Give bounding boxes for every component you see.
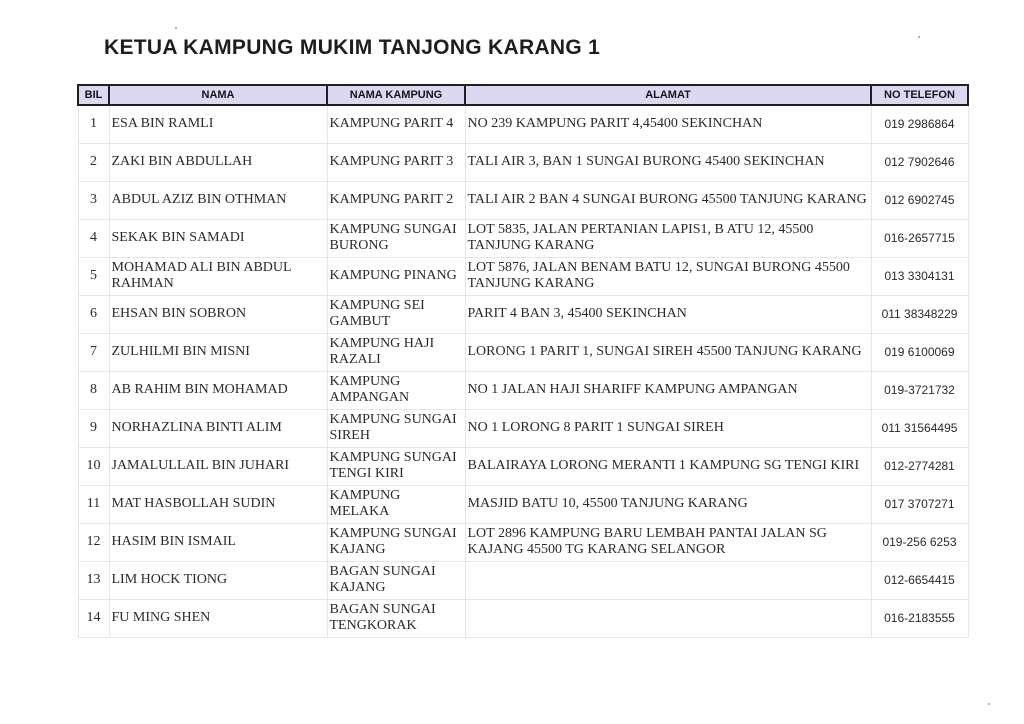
cell-no-telefon: 012-2774281	[871, 447, 968, 485]
cell-no-telefon: 012 6902745	[871, 181, 968, 219]
cell-bil: 1	[78, 105, 109, 143]
cell-nama-kampung: KAMPUNG MELAKA	[327, 485, 465, 523]
cell-alamat: PARIT 4 BAN 3, 45400 SEKINCHAN	[465, 295, 871, 333]
table-row	[78, 181, 968, 219]
page-title: KETUA KAMPUNG MUKIM TANJONG KARANG 1	[104, 36, 601, 59]
cell-no-telefon: 011 38348229	[871, 295, 968, 333]
cell-bil: 13	[78, 561, 109, 599]
cell-nama-kampung: KAMPUNG PINANG	[327, 257, 465, 295]
ketua-kampung-table	[77, 84, 969, 638]
cell-no-telefon: 013 3304131	[871, 257, 968, 295]
cell-alamat: LOT 5835, JALAN PERTANIAN LAPIS1, B ATU 12, 45500 TANJUNG KARANG	[465, 219, 871, 257]
table-body	[78, 105, 968, 637]
cell-bil: 4	[78, 219, 109, 257]
scan-speck	[918, 36, 920, 38]
cell-nama-kampung: KAMPUNG HAJI RAZALI	[327, 333, 465, 371]
cell-no-telefon: 019 2986864	[871, 105, 968, 143]
cell-nama-kampung: KAMPUNG AMPANGAN	[327, 371, 465, 409]
header-nama-kampung: NAMA KAMPUNG	[327, 85, 465, 105]
cell-nama-kampung: KAMPUNG SUNGAI KAJANG	[327, 523, 465, 561]
header-no-telefon: NO TELEFON	[871, 85, 968, 105]
cell-bil: 9	[78, 409, 109, 447]
cell-nama-kampung: BAGAN SUNGAI TENGKORAK	[327, 599, 465, 637]
scan-speck	[175, 27, 177, 29]
cell-alamat: LOT 5876, JALAN BENAM BATU 12, SUNGAI BURONG 45500 TANJUNG KARANG	[465, 257, 871, 295]
cell-alamat: LORONG 1 PARIT 1, SUNGAI SIREH 45500 TANJUNG KARANG	[465, 333, 871, 371]
cell-nama: ABDUL AZIZ BIN OTHMAN	[109, 181, 327, 219]
cell-bil: 6	[78, 295, 109, 333]
cell-bil: 5	[78, 257, 109, 295]
cell-nama-kampung: KAMPUNG SUNGAI SIREH	[327, 409, 465, 447]
cell-nama: HASIM BIN ISMAIL	[109, 523, 327, 561]
table-row	[78, 143, 968, 181]
cell-nama: ZAKI BIN ABDULLAH	[109, 143, 327, 181]
cell-no-telefon: 019 6100069	[871, 333, 968, 371]
table-row	[78, 485, 968, 523]
cell-nama: AB RAHIM BIN MOHAMAD	[109, 371, 327, 409]
cell-alamat: LOT 2896 KAMPUNG BARU LEMBAH PANTAI JALAN SG KAJANG 45500 TG KARANG SELANGOR	[465, 523, 871, 561]
table-row	[78, 561, 968, 599]
cell-alamat	[465, 561, 871, 599]
cell-no-telefon: 016-2183555	[871, 599, 968, 637]
scan-speck	[988, 703, 990, 705]
cell-nama-kampung: KAMPUNG SUNGAI BURONG	[327, 219, 465, 257]
cell-nama: LIM HOCK TIONG	[109, 561, 327, 599]
cell-bil: 2	[78, 143, 109, 181]
cell-alamat: MASJID BATU 10, 45500 TANJUNG KARANG	[465, 485, 871, 523]
cell-bil: 7	[78, 333, 109, 371]
cell-no-telefon: 017 3707271	[871, 485, 968, 523]
cell-bil: 10	[78, 447, 109, 485]
cell-alamat: TALI AIR 2 BAN 4 SUNGAI BURONG 45500 TANJUNG KARANG	[465, 181, 871, 219]
cell-nama: ESA BIN RAMLI	[109, 105, 327, 143]
cell-nama-kampung: KAMPUNG PARIT 4	[327, 105, 465, 143]
table-row	[78, 257, 968, 295]
table-row	[78, 295, 968, 333]
table-header-row	[78, 85, 968, 105]
cell-nama: EHSAN BIN SOBRON	[109, 295, 327, 333]
header-alamat: ALAMAT	[465, 85, 871, 105]
cell-alamat: TALI AIR 3, BAN 1 SUNGAI BURONG 45400 SEKINCHAN	[465, 143, 871, 181]
cell-nama: MAT HASBOLLAH SUDIN	[109, 485, 327, 523]
cell-no-telefon: 012-6654415	[871, 561, 968, 599]
header-nama: NAMA	[109, 85, 327, 105]
cell-no-telefon: 012 7902646	[871, 143, 968, 181]
cell-nama: ZULHILMI BIN MISNI	[109, 333, 327, 371]
cell-bil: 12	[78, 523, 109, 561]
cell-alamat	[465, 599, 871, 637]
cell-alamat: BALAIRAYA LORONG MERANTI 1 KAMPUNG SG TENGI KIRI	[465, 447, 871, 485]
cell-nama: FU MING SHEN	[109, 599, 327, 637]
cell-nama: MOHAMAD ALI BIN ABDUL RAHMAN	[109, 257, 327, 295]
cell-nama-kampung: KAMPUNG PARIT 2	[327, 181, 465, 219]
cell-alamat: NO 1 LORONG 8 PARIT 1 SUNGAI SIREH	[465, 409, 871, 447]
cell-alamat: NO 239 KAMPUNG PARIT 4,45400 SEKINCHAN	[465, 105, 871, 143]
cell-nama-kampung: BAGAN SUNGAI KAJANG	[327, 561, 465, 599]
cell-nama-kampung: KAMPUNG PARIT 3	[327, 143, 465, 181]
table-row	[78, 599, 968, 637]
table-row	[78, 105, 968, 143]
cell-no-telefon: 019-3721732	[871, 371, 968, 409]
cell-no-telefon: 011 31564495	[871, 409, 968, 447]
table-row	[78, 371, 968, 409]
table-row	[78, 219, 968, 257]
table-row	[78, 409, 968, 447]
cell-bil: 3	[78, 181, 109, 219]
cell-alamat: NO 1 JALAN HAJI SHARIFF KAMPUNG AMPANGAN	[465, 371, 871, 409]
cell-nama-kampung: KAMPUNG SUNGAI TENGI KIRI	[327, 447, 465, 485]
cell-nama: JAMALULLAIL BIN JUHARI	[109, 447, 327, 485]
cell-nama: SEKAK BIN SAMADI	[109, 219, 327, 257]
cell-bil: 14	[78, 599, 109, 637]
cell-no-telefon: 016-2657715	[871, 219, 968, 257]
header-bil: BIL	[78, 85, 109, 105]
table-row	[78, 447, 968, 485]
cell-nama: NORHAZLINA BINTI ALIM	[109, 409, 327, 447]
cell-bil: 11	[78, 485, 109, 523]
cell-bil: 8	[78, 371, 109, 409]
cell-no-telefon: 019-256 6253	[871, 523, 968, 561]
table-row	[78, 523, 968, 561]
cell-nama-kampung: KAMPUNG SEI GAMBUT	[327, 295, 465, 333]
table-row	[78, 333, 968, 371]
